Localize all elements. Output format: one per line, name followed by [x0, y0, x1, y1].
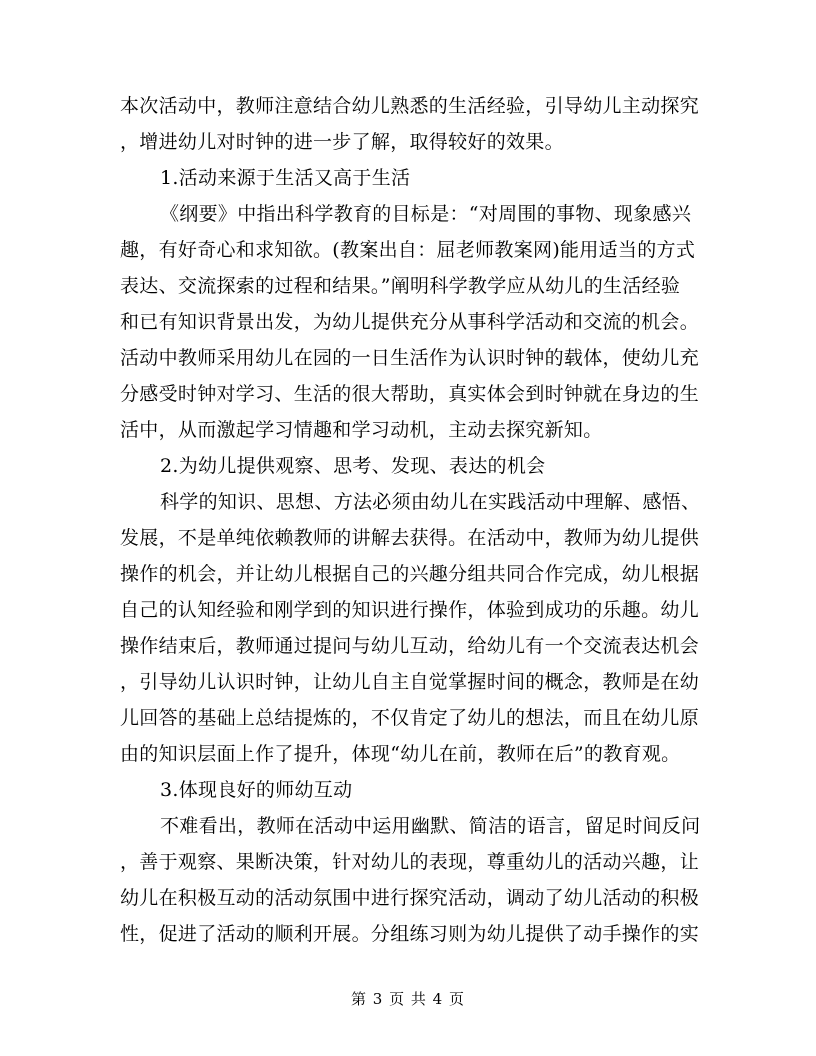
text-line: 发展，不是单纯依赖教师的讲解去获得。在活动中，教师为幼儿提供 [120, 527, 700, 549]
section-heading: 3.体现良好的师幼互动 [160, 779, 353, 801]
text-line: 幼儿在积极互动的活动氛围中进行探究活动，调动了幼儿活动的积极 [120, 887, 700, 909]
text-line: 分感受时钟对学习、生活的很大帮助，真实体会到时钟就在身边的生 [120, 383, 700, 405]
text-line: ，增进幼儿对时钟的进一步了解，取得较好的效果。 [120, 131, 564, 153]
text-line: ，引导幼儿认识时钟，让幼儿自主自觉掌握时间的概念，教师是在幼 [120, 671, 700, 693]
text-line: 操作的机会，并让幼儿根据自己的兴趣分组共同合作完成，幼儿根据 [120, 563, 700, 585]
page-footer: 第 3 页 共 4 页 [351, 990, 465, 1008]
text-line: 本次活动中，教师注意结合幼儿熟悉的生活经验，引导幼儿主动探究 [120, 95, 700, 117]
text-line: 不难看出，教师在活动中运用幽默、简洁的语言，留足时间反问 [160, 815, 701, 837]
text-line: ，善于观察、果断决策，针对幼儿的表现，尊重幼儿的活动兴趣，让 [120, 851, 700, 873]
section-heading: 2.为幼儿提供观察、思考、发现、表达的机会 [160, 455, 546, 477]
text-line: 《纲要》中指出科学教育的目标是：“对周围的事物、现象感兴 [160, 203, 692, 225]
text-line: 趣，有好奇心和求知欲。(教案出自：屈老师教案网)能用适当的方式 [120, 239, 696, 261]
text-line: 表达、交流探索的过程和结果。”阐明科学教学应从幼儿的生活经验 [120, 275, 681, 297]
text-line: 科学的知识、思想、方法必须由幼儿在实践活动中理解、感悟、 [160, 491, 701, 513]
section-heading: 1.活动来源于生活又高于生活 [160, 167, 411, 189]
text-line: 和已有知识背景出发，为幼儿提供充分从事科学活动和交流的机会。 [120, 311, 700, 333]
text-line: 儿回答的基础上总结提炼的，不仅肯定了幼儿的想法，而且在幼儿原 [120, 707, 700, 729]
text-line: 操作结束后，教师通过提问与幼儿互动，给幼儿有一个交流表达机会 [120, 635, 700, 657]
text-line: 活中，从而激起学习情趣和学习动机，主动去探究新知。 [120, 419, 603, 441]
text-line: 性，促进了活动的顺利开展。分组练习则为幼儿提供了动手操作的实 [120, 923, 700, 945]
text-line: 自己的认知经验和刚学到的知识进行操作，体验到成功的乐趣。幼儿 [120, 599, 700, 621]
text-line: 由的知识层面上作了提升，体现“幼儿在前，教师在后”的教育观。 [120, 743, 681, 765]
document-body [120, 88, 700, 952]
text-line: 活动中教师采用幼儿在园的一日生活作为认识时钟的载体，使幼儿充 [120, 347, 700, 369]
